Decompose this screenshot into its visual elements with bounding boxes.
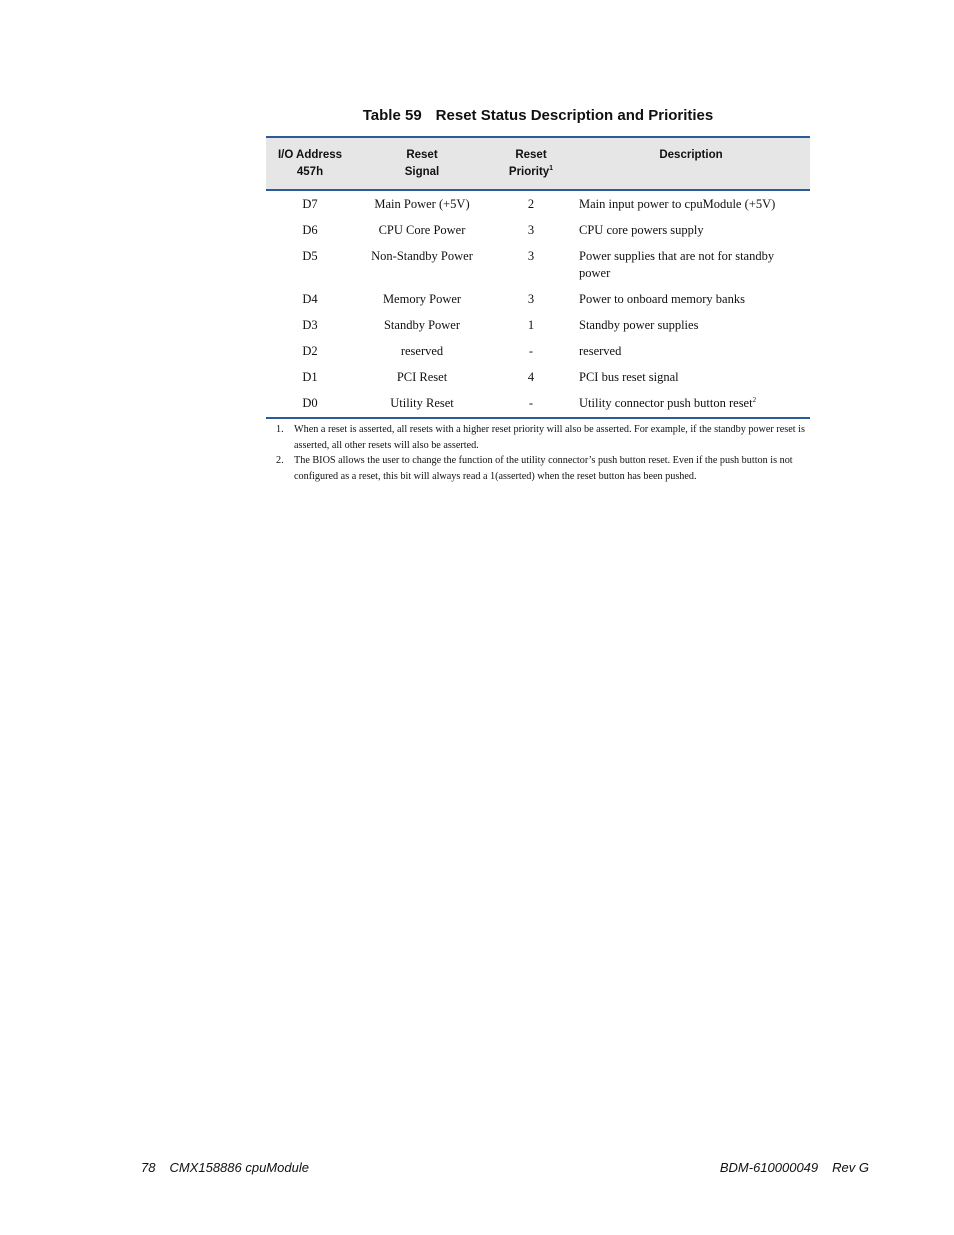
table-title: Reset Status Description and Priorities: [435, 107, 714, 124]
header-reset-signal-line1: Reset: [406, 149, 438, 161]
footnote-ref: 2: [752, 395, 757, 404]
cell-description: PCI bus reset signal: [579, 370, 679, 384]
cell-description: Power supplies that are not for standby power: [579, 249, 775, 280]
cell-description: reserved: [579, 344, 622, 358]
cell-io-bit: D6: [302, 223, 318, 237]
cell-reset-priority: 1: [527, 318, 535, 332]
cell-description: Power to onboard memory banks: [579, 292, 745, 306]
table-row: [266, 390, 810, 418]
cell-io-bit: D4: [302, 292, 318, 306]
footnote-ref: 1: [549, 165, 554, 173]
header-io-address-line2: 457h: [296, 166, 324, 178]
cell-reset-priority: 3: [527, 292, 535, 306]
table-body: [266, 190, 810, 418]
table-row: [266, 286, 810, 312]
cell-io-bit: D0: [266, 390, 354, 418]
cell-reset-signal: Main Power (+5V): [374, 197, 470, 211]
header-description-label: Description: [659, 149, 723, 161]
document-number: BDM-610000049: [719, 1160, 819, 1175]
header-io-address: [266, 137, 354, 190]
footnote: [276, 453, 812, 484]
header-description: [572, 137, 810, 190]
footnote-text: The BIOS allows the user to change the function of the utility connector’s push button reset. Even if the push button is not configured as a reset, this bit will always read a 1(asserted) when the reset button has been pushed.: [294, 455, 793, 482]
table-caption: [266, 107, 810, 124]
header-reset-priority-line2: Priority: [508, 166, 550, 178]
header-io-address-line1: I/O Address: [277, 149, 343, 161]
cell-io-bit: D1: [302, 370, 318, 384]
footnote-number: 1.: [276, 424, 284, 435]
table-row: [266, 190, 810, 217]
header-reset-priority-line1: Reset: [515, 149, 547, 161]
table-row: [266, 338, 810, 364]
cell-description: CPU core powers supply: [579, 223, 704, 237]
cell-reset-signal: Utility Reset: [354, 390, 490, 418]
cell-io-bit: D7: [302, 197, 318, 211]
footnote: [276, 422, 812, 453]
reset-status-table: [266, 136, 810, 419]
table-row: [266, 312, 810, 338]
header-reset-signal: [354, 137, 490, 190]
cell-reset-priority: 3: [527, 249, 535, 263]
table-row: [266, 243, 810, 286]
cell-description: Utility connector push button reset$^2$: [572, 390, 810, 418]
footer-right: [720, 1160, 869, 1175]
footnote-text: When a reset is asserted, all resets with a higher reset priority will also be asserted. For example, if the standby power reset is asserted, all other resets will also be asserted.: [294, 424, 805, 451]
cell-reset-signal: reserved: [400, 344, 444, 358]
table-header: [266, 137, 810, 190]
cell-reset-signal: Memory Power: [382, 292, 462, 306]
page-number: 78: [141, 1160, 156, 1175]
cell-reset-priority: -: [528, 344, 534, 358]
cell-reset-priority: 4: [527, 370, 535, 384]
revision: Rev G: [832, 1160, 869, 1175]
footer-left: [141, 1160, 309, 1175]
table-number: Table 59: [362, 107, 422, 124]
cell-io-bit: D5: [302, 249, 318, 263]
table-row: [266, 364, 810, 390]
header-reset-priority: [490, 137, 572, 190]
header-reset-signal-line2: Signal: [404, 166, 440, 178]
cell-reset-priority: 2: [527, 197, 535, 211]
cell-reset-signal: Non-Standby Power: [371, 249, 473, 263]
footnote-number: 2.: [276, 455, 284, 466]
cell-reset-priority: -: [490, 390, 572, 418]
cell-reset-signal: Standby Power: [383, 318, 461, 332]
cell-reset-priority: 3: [527, 223, 535, 237]
cell-io-bit: D3: [302, 318, 318, 332]
cell-reset-signal: CPU Core Power: [378, 223, 466, 237]
footnotes: [276, 422, 812, 484]
table-row: [266, 217, 810, 243]
cell-description: Standby power supplies: [579, 318, 699, 332]
product-name: CMX158886 cpuModule: [169, 1160, 309, 1175]
cell-io-bit: D2: [302, 344, 318, 358]
cell-description: Main input power to cpuModule (+5V): [579, 197, 776, 211]
cell-reset-signal: PCI Reset: [396, 370, 448, 384]
